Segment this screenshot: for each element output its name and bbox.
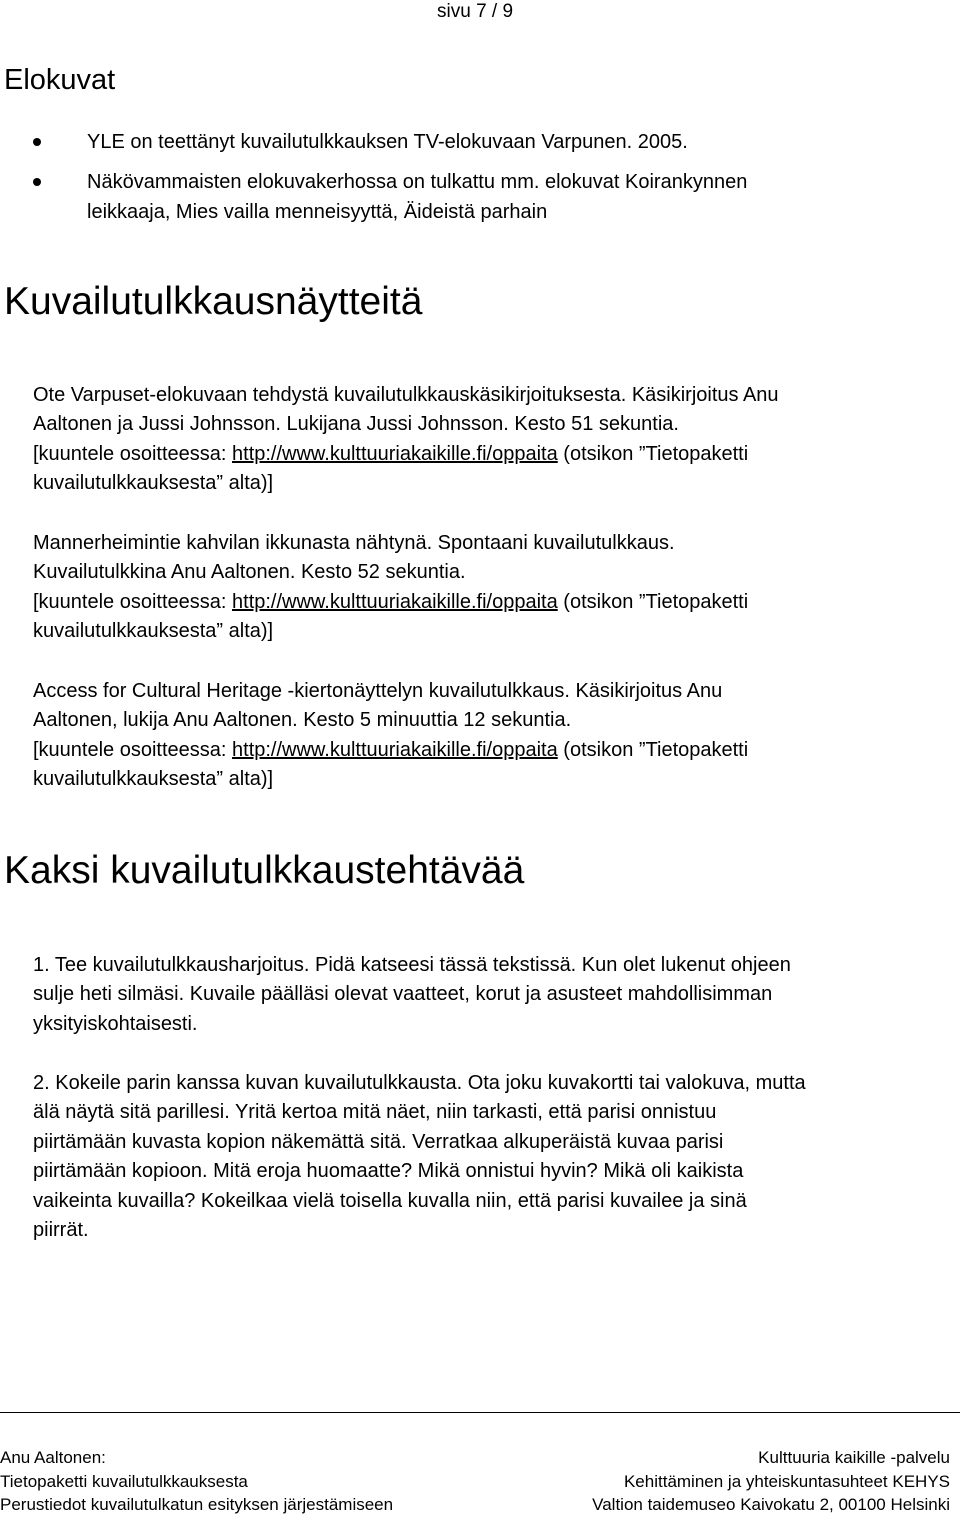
footer-divider bbox=[0, 1412, 960, 1413]
footer-right-service: Kulttuuria kaikille -palvelu bbox=[758, 1448, 950, 1467]
task-text: vaikeinta kuvailla? Kokeilkaa vielä toisella kuvalla niin, että parisi kuvailee ja sinä bbox=[33, 1190, 747, 1212]
listen-line bbox=[33, 588, 748, 617]
task-text: piirrät. bbox=[33, 1219, 89, 1241]
listen-end: kuvailutulkkauksesta” alta)] bbox=[33, 472, 274, 494]
bullet-text: YLE on teettänyt kuvailutulkkauksen TV-elokuvaan Varpunen. 2005. bbox=[87, 131, 688, 153]
bullet-dot bbox=[33, 138, 41, 146]
listen-end: kuvailutulkkauksesta” alta)] bbox=[33, 768, 274, 790]
task-text: piirtämään kuvasta kopion näkemättä sitä. Verratkaa alkuperäistä kuvaa parisi bbox=[33, 1131, 724, 1153]
sample-text: Ote Varpuset-elokuvaan tehdystä kuvailutulkkauskäsikirjoituksesta. Käsikirjoitus Anu bbox=[33, 384, 779, 406]
listen-prefix: [kuuntele osoitteessa: bbox=[33, 739, 233, 761]
sample-text: Kuvailutulkkina Anu Aaltonen. Kesto 52 sekuntia. bbox=[33, 561, 466, 583]
section-title-tehtavat: Kaksi kuvailutulkkaustehtävää bbox=[4, 849, 525, 892]
listen-link[interactable]: http://www.kulttuuriakaikille.fi/oppaita bbox=[232, 739, 558, 761]
section-title-naytteet: Kuvailutulkkausnäytteitä bbox=[4, 280, 423, 323]
sample-text: Access for Cultural Heritage -kiertonäyttelyn kuvailutulkkaus. Käsikirjoitus Anu bbox=[33, 680, 723, 702]
sample-text: Aaltonen ja Jussi Johnsson. Lukijana Jussi Johnsson. Kesto 51 sekuntia. bbox=[33, 413, 679, 435]
bullet-dot bbox=[33, 178, 41, 186]
task-text: piirtämään kopioon. Mitä eroja huomaatte? Mikä onnistui hyvin? Mikä oli kaikista bbox=[33, 1160, 744, 1182]
task-text: 2. Kokeile parin kanssa kuvan kuvailutulkkausta. Ota joku kuvakortti tai valokuva, mutta bbox=[33, 1072, 806, 1094]
listen-suffix: (otsikon ”Tietopaketti bbox=[557, 739, 749, 761]
task-text: älä näytä sitä parillesi. Yritä kertoa mitä näet, niin tarkasti, että parisi onnistuu bbox=[33, 1101, 717, 1123]
listen-link[interactable]: http://www.kulttuuriakaikille.fi/oppaita bbox=[232, 443, 558, 465]
listen-link[interactable]: http://www.kulttuuriakaikille.fi/oppaita bbox=[232, 591, 558, 613]
footer-right-unit: Kehittäminen ja yhteiskuntasuhteet KEHYS bbox=[623, 1472, 950, 1491]
task-text: yksityiskohtaisesti. bbox=[33, 1013, 198, 1035]
listen-suffix: (otsikon ”Tietopaketti bbox=[557, 591, 749, 613]
sample-text: Mannerheimintie kahvilan ikkunasta nähtynä. Spontaani kuvailutulkkaus. bbox=[33, 532, 675, 554]
listen-suffix: (otsikon ”Tietopaketti bbox=[557, 443, 749, 465]
task-text: sulje heti silmäsi. Kuvaile päälläsi olevat vaatteet, korut ja asusteet mahdollisimman bbox=[33, 983, 773, 1005]
bullet-text: leikkaaja, Mies vailla menneisyyttä, Äideistä parhain bbox=[87, 201, 548, 223]
sample-text: Aaltonen, lukija Anu Aaltonen. Kesto 5 minuuttia 12 sekuntia. bbox=[33, 709, 572, 731]
listen-end: kuvailutulkkauksesta” alta)] bbox=[33, 620, 274, 642]
section-title-elokuvat: Elokuvat bbox=[4, 64, 116, 96]
listen-prefix: [kuuntele osoitteessa: bbox=[33, 443, 233, 465]
bullet-text: Näkövammaisten elokuvakerhossa on tulkattu mm. elokuvat Koirankynnen bbox=[87, 171, 748, 193]
footer-left-author: Anu Aaltonen: bbox=[0, 1448, 106, 1467]
footer-right-address: Valtion taidemuseo Kaivokatu 2, 00100 Helsinki bbox=[592, 1495, 950, 1514]
listen-line bbox=[33, 440, 748, 469]
listen-line bbox=[33, 736, 748, 765]
page-number: sivu 7 / 9 bbox=[437, 1, 514, 22]
listen-prefix: [kuuntele osoitteessa: bbox=[33, 591, 233, 613]
footer-left-title: Tietopaketti kuvailutulkkauksesta bbox=[0, 1472, 248, 1491]
footer-left-subtitle: Perustiedot kuvailutulkatun esityksen järjestämiseen bbox=[0, 1495, 394, 1514]
task-text: 1. Tee kuvailutulkkausharjoitus. Pidä katseesi tässä tekstissä. Kun olet lukenut ohjeen bbox=[33, 954, 791, 976]
